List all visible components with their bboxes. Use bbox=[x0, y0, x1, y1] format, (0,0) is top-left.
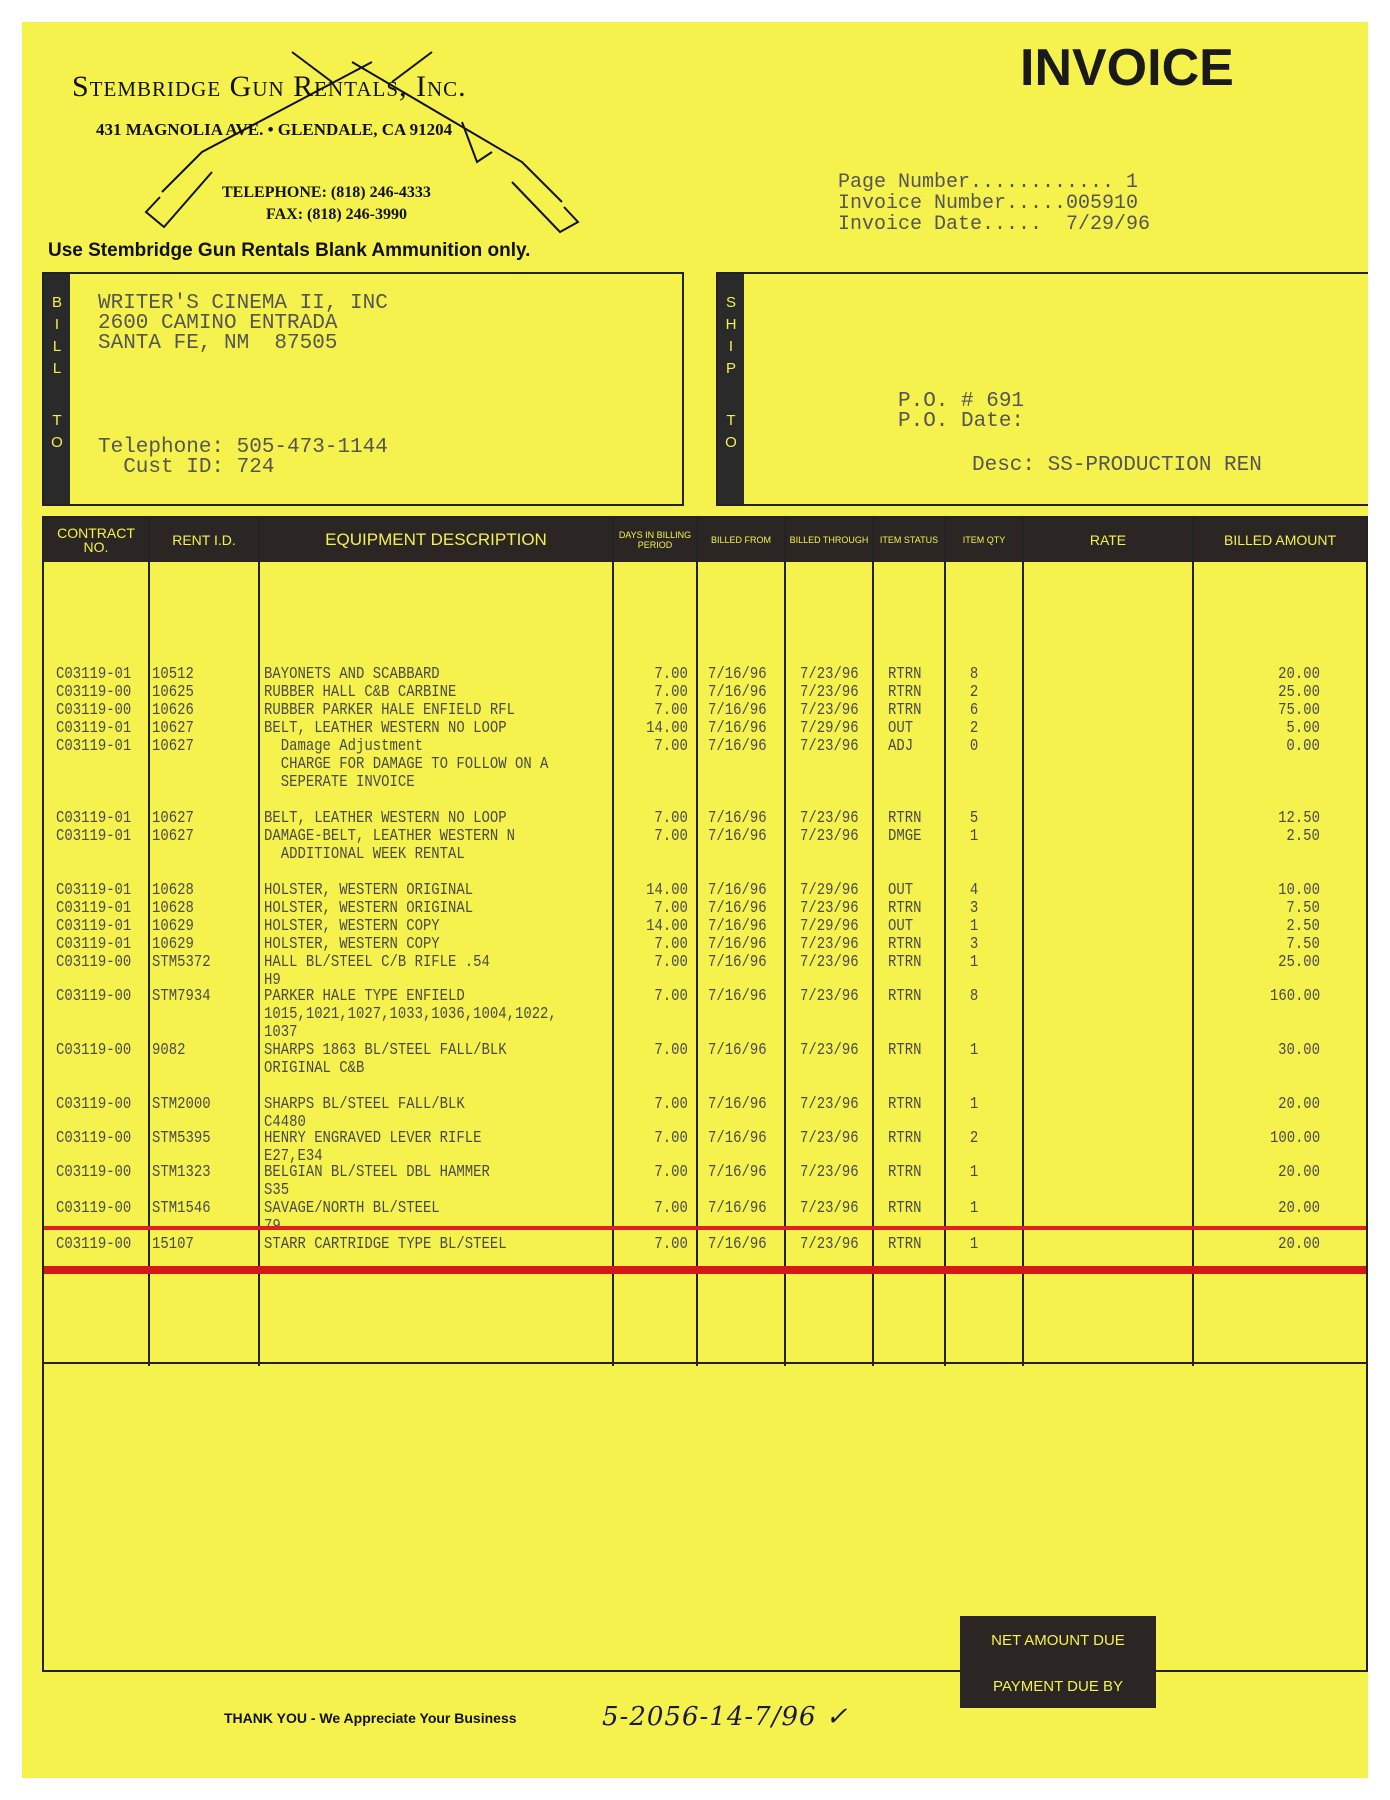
cell-billed-through: 7/23/96 bbox=[800, 809, 859, 828]
cell-days: 7.00 bbox=[654, 737, 688, 756]
cell-days: 7.00 bbox=[654, 1095, 688, 1114]
cell-billed-from: 7/16/96 bbox=[708, 917, 767, 936]
cell-billed-from: 7/16/96 bbox=[708, 809, 767, 828]
cell-billed-amount: 75.00 bbox=[1278, 701, 1320, 720]
cell-billed-from: 7/16/96 bbox=[708, 719, 767, 738]
cell-contract: C03119-00 bbox=[56, 1163, 132, 1182]
header-item-status: ITEM STATUS bbox=[879, 535, 939, 545]
cell-days: 7.00 bbox=[654, 1199, 688, 1218]
cell-item-qty: 6 bbox=[969, 701, 978, 720]
cell-item-status: RTRN bbox=[888, 1041, 922, 1060]
cell-billed-from: 7/16/96 bbox=[708, 737, 767, 756]
cell-billed-through: 7/23/96 bbox=[800, 1235, 859, 1254]
cell-item-qty: 3 bbox=[969, 935, 978, 954]
cell-item-status: RTRN bbox=[888, 665, 922, 684]
cell-rent-id: STM2000 bbox=[152, 1095, 211, 1114]
cell-description: BELGIAN BL/STEEL DBL HAMMER S35 bbox=[264, 1163, 490, 1200]
cell-rent-id: 10629 bbox=[152, 935, 194, 954]
cell-billed-amount: 100.00 bbox=[1269, 1129, 1320, 1148]
cell-item-qty: 1 bbox=[969, 827, 978, 846]
cell-contract: C03119-00 bbox=[56, 1199, 132, 1218]
header-contract: CONTRACT NO. bbox=[57, 525, 135, 555]
cell-billed-from: 7/16/96 bbox=[708, 1163, 767, 1182]
cell-item-status: RTRN bbox=[888, 987, 922, 1006]
cell-rent-id: 10627 bbox=[152, 737, 194, 756]
cell-contract: C03119-01 bbox=[56, 719, 132, 738]
cell-billed-through: 7/23/96 bbox=[800, 701, 859, 720]
cell-billed-through: 7/29/96 bbox=[800, 917, 859, 936]
bill-to-box bbox=[42, 272, 684, 506]
table-header bbox=[44, 518, 1366, 562]
cell-contract: C03119-00 bbox=[56, 1235, 132, 1254]
cell-rent-id: 9082 bbox=[152, 1041, 186, 1060]
cell-days: 14.00 bbox=[646, 917, 688, 936]
cell-rent-id: 10627 bbox=[152, 827, 194, 846]
cell-rent-id: 10627 bbox=[152, 719, 194, 738]
cell-billed-from: 7/16/96 bbox=[708, 953, 767, 972]
cell-item-status: OUT bbox=[888, 881, 914, 900]
cell-days: 7.00 bbox=[654, 827, 688, 846]
header-billed-amount: BILLED AMOUNT bbox=[1223, 532, 1337, 548]
cell-description: RUBBER HALL C&B CARBINE bbox=[264, 683, 457, 702]
cell-description: HENRY ENGRAVED LEVER RIFLE E27,E34 bbox=[264, 1129, 482, 1166]
cell-item-qty: 2 bbox=[969, 1129, 978, 1148]
cell-item-qty: 1 bbox=[969, 917, 978, 936]
cell-item-qty: 8 bbox=[969, 665, 978, 684]
cell-days: 7.00 bbox=[654, 1163, 688, 1182]
cell-item-status: OUT bbox=[888, 719, 914, 738]
cell-item-qty: 1 bbox=[969, 1095, 978, 1114]
red-line-mark bbox=[44, 1226, 1366, 1230]
cell-billed-from: 7/16/96 bbox=[708, 665, 767, 684]
cell-item-qty: 0 bbox=[969, 737, 978, 756]
cell-days: 7.00 bbox=[654, 953, 688, 972]
cell-billed-amount: 2.50 bbox=[1286, 917, 1320, 936]
cell-contract: C03119-00 bbox=[56, 1095, 132, 1114]
cell-item-status: RTRN bbox=[888, 1199, 922, 1218]
invoice-page bbox=[22, 22, 1368, 1778]
net-amount-due-box bbox=[960, 1616, 1156, 1708]
cell-rent-id: 10628 bbox=[152, 881, 194, 900]
cell-description: HOLSTER, WESTERN COPY bbox=[264, 917, 440, 936]
company-name: Stembridge Gun Rentals, Inc. bbox=[72, 70, 467, 103]
cell-days: 7.00 bbox=[654, 809, 688, 828]
cell-billed-amount: 160.00 bbox=[1269, 987, 1320, 1006]
cell-billed-through: 7/29/96 bbox=[800, 881, 859, 900]
cell-billed-from: 7/16/96 bbox=[708, 881, 767, 900]
cell-contract: C03119-00 bbox=[56, 953, 132, 972]
cell-billed-through: 7/23/96 bbox=[800, 1095, 859, 1114]
company-telephone: TELEPHONE: (818) 246-4333 bbox=[222, 184, 431, 201]
red-strikethrough-mark bbox=[44, 1266, 1366, 1274]
cell-billed-from: 7/16/96 bbox=[708, 701, 767, 720]
cell-billed-from: 7/16/96 bbox=[708, 935, 767, 954]
cell-contract: C03119-01 bbox=[56, 809, 132, 828]
cell-billed-from: 7/16/96 bbox=[708, 1095, 767, 1114]
cell-rent-id: STM5395 bbox=[152, 1129, 211, 1148]
cell-rent-id: 10629 bbox=[152, 917, 194, 936]
cell-contract: C03119-00 bbox=[56, 1129, 132, 1148]
cell-contract: C03119-00 bbox=[56, 1041, 132, 1060]
bill-to-address: WRITER'S CINEMA II, INC 2600 CAMINO ENTRADA SANTA FE, NM 87505 bbox=[98, 292, 388, 355]
cell-billed-through: 7/23/96 bbox=[800, 665, 859, 684]
cell-rent-id: 15107 bbox=[152, 1235, 194, 1254]
cell-item-status: RTRN bbox=[888, 953, 922, 972]
cell-description: SAVAGE/NORTH BL/STEEL bbox=[264, 1199, 440, 1218]
cell-rent-id: 10627 bbox=[152, 809, 194, 828]
cell-billed-amount: 20.00 bbox=[1278, 1163, 1320, 1182]
cell-billed-amount: 5.00 bbox=[1286, 719, 1320, 738]
cell-description: SHARPS BL/STEEL FALL/BLK C4480 bbox=[264, 1095, 465, 1132]
cell-billed-through: 7/23/96 bbox=[800, 1129, 859, 1148]
net-amount-due-label: NET AMOUNT DUE bbox=[991, 1632, 1125, 1649]
cell-rent-id: 10626 bbox=[152, 701, 194, 720]
bill-to-tab: B I L L T O bbox=[44, 274, 70, 504]
cell-description: Damage Adjustment CHARGE FOR DAMAGE TO FOLLOW ON A SEPERATE INVOICE bbox=[280, 737, 549, 792]
cell-description: BELT, LEATHER WESTERN NO LOOP bbox=[264, 719, 507, 738]
cell-billed-from: 7/16/96 bbox=[708, 987, 767, 1006]
cell-item-status: RTRN bbox=[888, 1163, 922, 1182]
thank-you-note: THANK YOU - We Appreciate Your Business bbox=[224, 1710, 517, 1726]
cell-item-status: RTRN bbox=[888, 701, 922, 720]
footer-area bbox=[42, 1362, 1368, 1672]
cell-description: DAMAGE-BELT, LEATHER WESTERN N ADDITIONAL WEEK RENTAL bbox=[264, 827, 515, 864]
cell-days: 7.00 bbox=[654, 683, 688, 702]
header-days: DAYS IN BILLING PERIOD bbox=[618, 530, 692, 550]
cell-description: HOLSTER, WESTERN COPY bbox=[264, 935, 440, 954]
cell-contract: C03119-01 bbox=[56, 665, 132, 684]
cell-billed-through: 7/29/96 bbox=[800, 719, 859, 738]
cell-days: 7.00 bbox=[654, 665, 688, 684]
header-item-qty: ITEM QTY bbox=[962, 535, 1006, 545]
cell-item-status: RTRN bbox=[888, 809, 922, 828]
cell-days: 7.00 bbox=[654, 987, 688, 1006]
cell-days: 14.00 bbox=[646, 719, 688, 738]
header-rate: RATE bbox=[1089, 532, 1127, 548]
cell-billed-from: 7/16/96 bbox=[708, 1041, 767, 1060]
cell-contract: C03119-01 bbox=[56, 881, 132, 900]
cell-item-qty: 1 bbox=[969, 1235, 978, 1254]
cell-contract: C03119-00 bbox=[56, 701, 132, 720]
cell-description: HOLSTER, WESTERN ORIGINAL bbox=[264, 881, 474, 900]
cell-description: STARR CARTRIDGE TYPE BL/STEEL bbox=[264, 1235, 507, 1254]
cell-item-status: OUT bbox=[888, 917, 914, 936]
cell-billed-amount: 7.50 bbox=[1286, 935, 1320, 954]
header-billed-from: BILLED FROM bbox=[710, 535, 771, 545]
cell-rent-id: STM1546 bbox=[152, 1199, 211, 1218]
cell-description: HOLSTER, WESTERN ORIGINAL bbox=[264, 899, 474, 918]
cell-contract: C03119-01 bbox=[56, 935, 132, 954]
cell-item-status: RTRN bbox=[888, 899, 922, 918]
cell-billed-through: 7/23/96 bbox=[800, 935, 859, 954]
cell-billed-from: 7/16/96 bbox=[708, 1199, 767, 1218]
ship-to-desc: Desc: SS-PRODUCTION REN bbox=[972, 454, 1262, 477]
cell-billed-through: 7/23/96 bbox=[800, 737, 859, 756]
cell-billed-amount: 0.00 bbox=[1286, 737, 1320, 756]
cell-billed-from: 7/16/96 bbox=[708, 683, 767, 702]
cell-billed-through: 7/23/96 bbox=[800, 827, 859, 846]
cell-billed-amount: 25.00 bbox=[1278, 683, 1320, 702]
header-billed-through: BILLED THROUGH bbox=[789, 535, 869, 545]
cell-billed-amount: 2.50 bbox=[1286, 827, 1320, 846]
cell-description: SHARPS 1863 BL/STEEL FALL/BLK ORIGINAL C&B bbox=[264, 1041, 507, 1078]
cell-days: 7.00 bbox=[654, 935, 688, 954]
invoice-title: INVOICE bbox=[1020, 39, 1234, 97]
ship-to-box bbox=[716, 272, 1368, 506]
cell-days: 7.00 bbox=[654, 701, 688, 720]
cell-item-status: RTRN bbox=[888, 1129, 922, 1148]
header-rent-id: RENT I.D. bbox=[172, 532, 236, 548]
cell-item-status: RTRN bbox=[888, 1095, 922, 1114]
cell-description: PARKER HALE TYPE ENFIELD 1015,1021,1027,1033,1036,1004,1022, 1037 bbox=[264, 987, 557, 1042]
cell-billed-through: 7/23/96 bbox=[800, 899, 859, 918]
header-description: EQUIPMENT DESCRIPTION bbox=[325, 530, 547, 549]
cell-rent-id: 10628 bbox=[152, 899, 194, 918]
cell-billed-amount: 20.00 bbox=[1278, 1235, 1320, 1254]
cell-billed-amount: 12.50 bbox=[1278, 809, 1320, 828]
ship-to-tab: S H I P T O bbox=[718, 274, 744, 504]
payment-due-by-label: PAYMENT DUE BY bbox=[992, 1678, 1124, 1695]
cell-contract: C03119-00 bbox=[56, 987, 132, 1006]
cell-billed-through: 7/23/96 bbox=[800, 1163, 859, 1182]
cell-billed-through: 7/23/96 bbox=[800, 683, 859, 702]
ammo-note: Use Stembridge Gun Rentals Blank Ammunition only. bbox=[48, 240, 531, 261]
cell-contract: C03119-01 bbox=[56, 899, 132, 918]
items-table bbox=[42, 516, 1368, 1364]
cell-billed-amount: 20.00 bbox=[1278, 1199, 1320, 1218]
cell-billed-amount: 25.00 bbox=[1278, 953, 1320, 972]
cell-item-status: RTRN bbox=[888, 1235, 922, 1254]
ship-to-po: P.O. # 691 P.O. Date: bbox=[898, 390, 1025, 433]
cell-days: 7.00 bbox=[654, 1041, 688, 1060]
cell-rent-id: 10512 bbox=[152, 665, 194, 684]
cell-item-status: RTRN bbox=[888, 683, 922, 702]
handwritten-note: 5-2056-14-7/96 ✓ bbox=[602, 1702, 849, 1732]
cell-contract: C03119-01 bbox=[56, 827, 132, 846]
cell-rent-id: STM5372 bbox=[152, 953, 211, 972]
cell-billed-amount: 30.00 bbox=[1278, 1041, 1320, 1060]
cell-description: RUBBER PARKER HALE ENFIELD RFL bbox=[264, 701, 515, 720]
cell-days: 7.00 bbox=[654, 1235, 688, 1254]
cell-item-qty: 8 bbox=[969, 987, 978, 1006]
company-address: 431 MAGNOLIA AVE. • GLENDALE, CA 91204 bbox=[96, 120, 453, 139]
bill-to-telephone: Telephone: 505-473-1144 Cust ID: 724 bbox=[98, 436, 388, 479]
cell-item-qty: 4 bbox=[969, 881, 978, 900]
cell-item-qty: 5 bbox=[969, 809, 978, 828]
cell-rent-id: STM1323 bbox=[152, 1163, 211, 1182]
company-fax: FAX: (818) 246-3990 bbox=[266, 206, 408, 223]
cell-days: 7.00 bbox=[654, 1129, 688, 1148]
cell-item-qty: 1 bbox=[969, 1041, 978, 1060]
cell-billed-from: 7/16/96 bbox=[708, 899, 767, 918]
cell-item-status: DMGE bbox=[888, 827, 922, 846]
cell-rent-id: STM7934 bbox=[152, 987, 211, 1006]
cell-billed-from: 7/16/96 bbox=[708, 827, 767, 846]
cell-item-qty: 2 bbox=[969, 683, 978, 702]
cell-item-status: ADJ bbox=[888, 737, 914, 756]
cell-description: HALL BL/STEEL C/B RIFLE .54 H9 bbox=[264, 953, 490, 990]
cell-days: 14.00 bbox=[646, 881, 688, 900]
cell-billed-amount: 20.00 bbox=[1278, 665, 1320, 684]
cell-billed-through: 7/23/96 bbox=[800, 953, 859, 972]
cell-contract: C03119-00 bbox=[56, 683, 132, 702]
cell-description: BAYONETS AND SCABBARD bbox=[264, 665, 440, 684]
cell-item-qty: 2 bbox=[969, 719, 978, 738]
cell-billed-from: 7/16/96 bbox=[708, 1129, 767, 1148]
cell-item-qty: 3 bbox=[969, 899, 978, 918]
cell-contract: C03119-01 bbox=[56, 917, 132, 936]
cell-billed-through: 7/23/96 bbox=[800, 987, 859, 1006]
table-body bbox=[44, 562, 1366, 1362]
cell-description: BELT, LEATHER WESTERN NO LOOP bbox=[264, 809, 507, 828]
cell-item-qty: 1 bbox=[969, 953, 978, 972]
invoice-meta: Page Number............ 1 Invoice Number.....005910 Invoice Date..... 7/29/96 bbox=[838, 171, 1151, 236]
cell-item-status: RTRN bbox=[888, 935, 922, 954]
cell-billed-amount: 20.00 bbox=[1278, 1095, 1320, 1114]
cell-item-qty: 1 bbox=[969, 1199, 978, 1218]
cell-rent-id: 10625 bbox=[152, 683, 194, 702]
cell-billed-through: 7/23/96 bbox=[800, 1199, 859, 1218]
cell-billed-from: 7/16/96 bbox=[708, 1235, 767, 1254]
cell-billed-through: 7/23/96 bbox=[800, 1041, 859, 1060]
cell-billed-amount: 10.00 bbox=[1278, 881, 1320, 900]
cell-contract: C03119-01 bbox=[56, 737, 132, 756]
cell-item-qty: 1 bbox=[969, 1163, 978, 1182]
cell-days: 7.00 bbox=[654, 899, 688, 918]
cell-billed-amount: 7.50 bbox=[1286, 899, 1320, 918]
